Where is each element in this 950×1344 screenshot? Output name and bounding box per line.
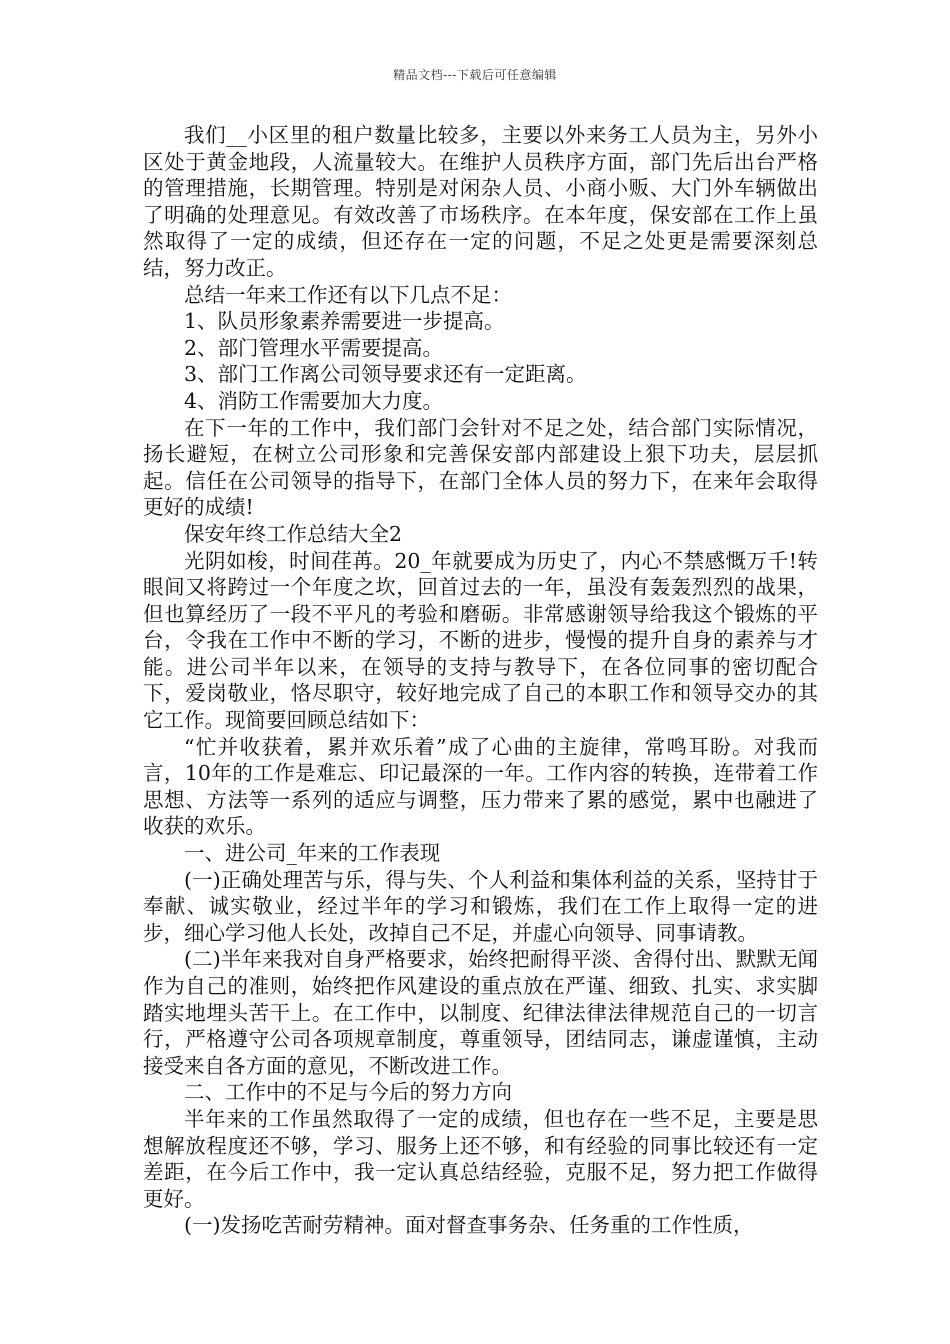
paragraph-next-year-plan: 在下一年的工作中，我们部门会针对不足之处，结合部门实际情况，扬长避短，在树立公司形象和完善保安部内部建设上狠下功夫，层层抓起。信任在公司领导的指导下，在部门全体人员的努力下，在来年会取得更好的成绩! — [143, 415, 818, 520]
document-body — [143, 122, 818, 1239]
paragraph-shortcomings-intro: 总结一年来工作还有以下几点不足： — [184, 282, 512, 307]
paragraph-shortcomings-detail: 半年来的工作虽然取得了一定的成绩，但也存在一些不足，主要是思想解放程度还不够，学习、服务上还不够，和有经验的同事比较还有一定差距，在今后工作中，我一定认真总结经验，克服不足，努力把工作做得更好。 — [143, 1106, 818, 1211]
list-item-shortcoming-3: 3、部门工作离公司领导要求还有一定距离。 — [184, 362, 587, 387]
paragraph-year-review: 光阴如梭，时间荏苒。20_年就要成为历史了，内心不禁感慨万千!转眼间又将跨过一个年度之坎，回首过去的一年，虽没有轰轰烈烈的战果，但也算经历了一段不平凡的考验和磨砺。非常感谢领导给我这个锻炼的平台，令我在工作中不断的学习，不断的进步，慢慢的提升自身的素养与才能。进公司半年以来，在领导的支持与教导下，在各位同事的密切配合下，爱岗敬业，恪尽职守，较好地完成了自己的本职工作和领导交办的其它工作。现简要回顾总结如下： — [143, 548, 818, 733]
list-item-shortcoming-1: 1、队员形象素养需要进一步提高。 — [184, 309, 505, 334]
page-header: 精品文档---下载后可任意编辑 — [393, 68, 557, 82]
paragraph-hard-work: (一)发扬吃苦耐劳精神。面对督查事务杂、任务重的工作性质， — [184, 1213, 754, 1238]
paragraph-point-1: (一)正确处理苦与乐，得与失、个人利益和集体利益的关系，坚持甘于奉献、诚实敬业，经过半年的学习和锻炼，我们在工作上取得一定的进步，细心学习他人长处，改掉自己不足，并虚心向领导、同事请教。 — [143, 867, 818, 945]
paragraph-point-2: (二)半年来我对自身严格要求，始终把耐得平淡、舍得付出、默默无闻作为自己的准则，始终把作风建设的重点放在严谨、细致、扎实、求实脚踏实地埋头苦干上。在工作中，以制度、纪律法律法律规范自己的一切言行，严格遵守公司各项规章制度，尊重领导，团结同志，谦虚谨慎，主动接受来自各方面的意见，不断改进工作。 — [143, 947, 818, 1078]
list-item-shortcoming-4: 4、消防工作需要加大力度。 — [184, 388, 444, 413]
paragraph-busy-and-happy: “忙并收获着，累并欢乐着”成了心曲的主旋律，常鸣耳盼。对我而言，10年的工作是难忘、印记最深的一年。工作内容的转换，连带着工作思想、方法等一系列的适应与调整，压力带来了累的感觉，累中也融进了收获的欢乐。 — [143, 734, 818, 839]
section-heading-shortcomings: 二、工作中的不足与今后的努力方向 — [184, 1080, 512, 1105]
list-item-shortcoming-2: 2、部门管理水平需要提高。 — [184, 335, 444, 360]
section-heading-performance: 一、进公司_年来的工作表现 — [184, 841, 441, 866]
section-title-summary-2: 保安年终工作总结大全2 — [184, 521, 403, 546]
paragraph-tenant-overview: 我们__小区里的租户数量比较多，主要以外来务工人员为主，另外小区处于黄金地段，人流量较大。在维护人员秩序方面，部门先后出台严格的管理措施，长期管理。特别是对闲杂人员、小商小贩、大门外车辆做出了明确的处理意见。有效改善了市场秩序。在本年度，保安部在工作上虽然取得了一定的成绩，但还存在一定的问题，不足之处更是需要深刻总结，努力改正。 — [143, 123, 818, 280]
